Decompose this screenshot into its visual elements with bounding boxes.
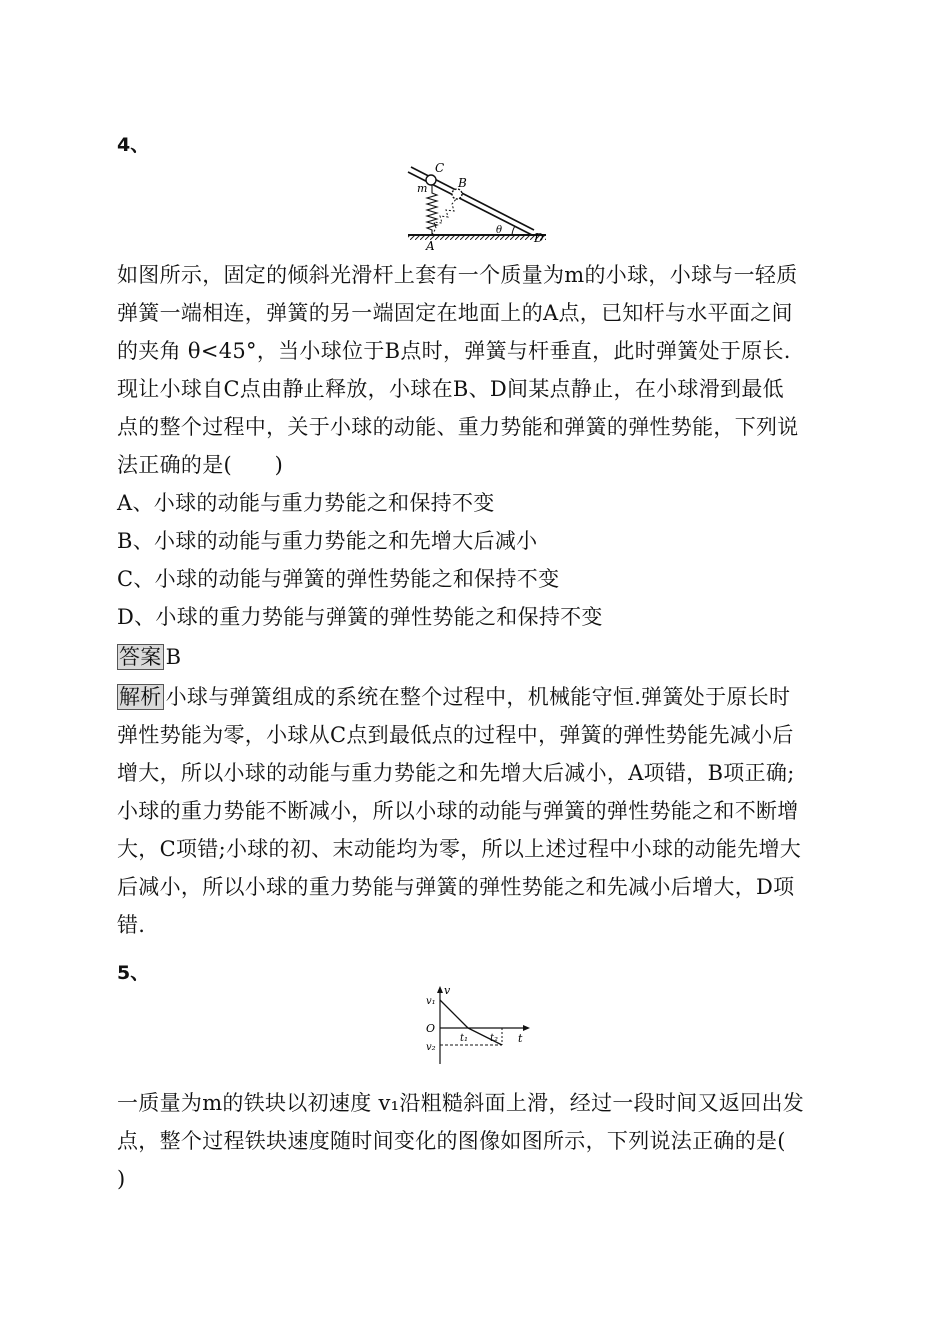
q4-option-b: B、小球的动能与重力势能之和先增大后减小 bbox=[117, 529, 538, 553]
spring-dashed bbox=[432, 198, 457, 235]
label-c: C bbox=[435, 161, 445, 175]
vt-line-up bbox=[440, 1000, 468, 1028]
label-t: t bbox=[518, 1032, 523, 1045]
t-axis-arrow bbox=[523, 1025, 530, 1031]
q5-stem-line-2: 点，整个过程铁块速度随时间变化的图像如图所示，下列说法正确的是( bbox=[117, 1129, 786, 1153]
q4-analysis-line-1: 小球与弹簧组成的系统在整个过程中，机械能守恒.弹簧处于原长时 bbox=[165, 685, 791, 709]
question-5-number: 5、 bbox=[117, 962, 150, 984]
label-v: v bbox=[444, 984, 451, 997]
label-d: D bbox=[534, 231, 544, 245]
q4-analysis-line-2: 弹性势能为零，小球从C点到最低点的过程中，弹簧的弹性势能先减小后 bbox=[117, 723, 794, 747]
velocity-time-graph bbox=[420, 984, 535, 1066]
analysis-label: 解析 bbox=[119, 685, 162, 709]
label-o: O bbox=[426, 1022, 436, 1035]
q4-option-c: C、小球的动能与弹簧的弹性势能之和保持不变 bbox=[117, 567, 560, 591]
q4-analysis-row-1 bbox=[117, 682, 790, 712]
incline-spring-figure bbox=[400, 160, 560, 252]
q4-analysis-line-6: 后减小，所以小球的重力势能与弹簧的弹性势能之和先减小后增大，D项 bbox=[117, 875, 795, 899]
label-theta: θ bbox=[496, 225, 503, 236]
q4-stem-line-5: 点的整个过程中，关于小球的动能、重力势能和弹簧的弹性势能，下列说 bbox=[117, 415, 799, 439]
q4-analysis-line-7: 错. bbox=[117, 913, 146, 937]
answer-value: B bbox=[165, 645, 182, 669]
answer-label: 答案 bbox=[119, 645, 162, 669]
q4-stem-line-3: 的夹角 θ<45°，当小球位于B点时，弹簧与杆垂直，此时弹簧处于原长. bbox=[117, 339, 791, 363]
label-t2: t₂ bbox=[490, 1033, 499, 1044]
label-m: m bbox=[417, 182, 428, 195]
q4-stem-line-4: 现让小球自C点由静止释放，小球在B、D间某点静止，在小球滑到最低 bbox=[117, 377, 784, 401]
q4-answer-row bbox=[117, 642, 181, 672]
q5-stem-line-1: 一质量为m的铁块以初速度 v₁沿粗糙斜面上滑，经过一段时间又返回出发 bbox=[117, 1091, 805, 1115]
angle-arc bbox=[512, 226, 515, 235]
label-v1: v₁ bbox=[426, 996, 436, 1007]
ball-at-c bbox=[426, 175, 436, 185]
question-4-number: 4、 bbox=[117, 134, 150, 156]
label-v2: v₂ bbox=[426, 1042, 436, 1053]
q4-analysis-line-4: 小球的重力势能不断减小，所以小球的动能与弹簧的弹性势能之和不断增 bbox=[117, 799, 799, 823]
label-a: A bbox=[426, 239, 435, 252]
q4-analysis-line-3: 增大，所以小球的动能与重力势能之和先增大后减小，A项错，B项正确; bbox=[117, 761, 795, 785]
q4-analysis-line-5: 大，C项错;小球的初、末动能均为零，所以上述过程中小球的动能先增大 bbox=[117, 837, 802, 861]
v-axis-arrow bbox=[437, 986, 443, 993]
q4-option-a: A、小球的动能与重力势能之和保持不变 bbox=[117, 491, 495, 515]
label-t1: t₁ bbox=[460, 1033, 469, 1044]
q4-stem-line-6: 法正确的是( ) bbox=[117, 453, 284, 477]
q4-stem-line-2: 弹簧一端相连，弹簧的另一端固定在地面上的A点，已知杆与水平面之间 bbox=[117, 301, 793, 325]
label-b: B bbox=[458, 176, 467, 190]
q5-stem-line-3: ) bbox=[117, 1167, 126, 1191]
q4-stem-line-1: 如图所示，固定的倾斜光滑杆上套有一个质量为m的小球，小球与一轻质 bbox=[117, 263, 798, 287]
q4-option-d: D、小球的重力势能与弹簧的弹性势能之和保持不变 bbox=[117, 605, 603, 629]
ball-at-b bbox=[452, 189, 462, 199]
